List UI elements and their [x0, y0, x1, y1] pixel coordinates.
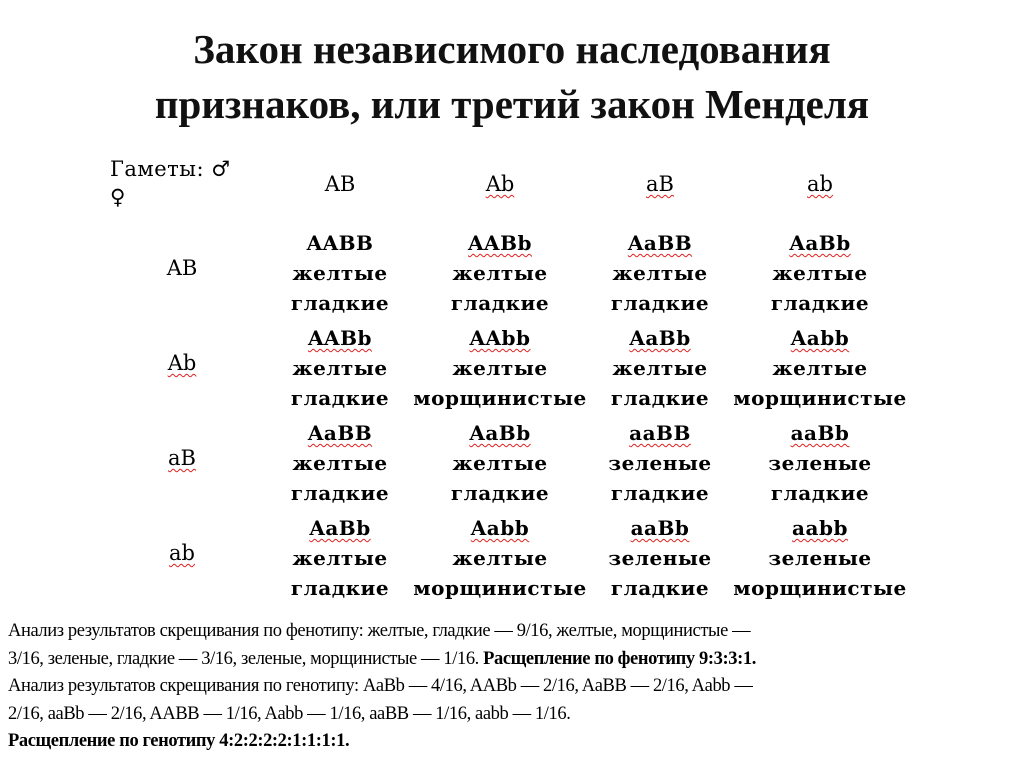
row-header-gamete — [132, 541, 232, 565]
column-header-gamete — [420, 172, 580, 196]
column-header-gamete — [740, 172, 900, 196]
phenotype-shape: морщинистые — [413, 576, 587, 600]
column-header-gamete — [260, 172, 420, 196]
genotype-label: aaBb — [790, 421, 850, 445]
phenotype-shape: гладкие — [610, 576, 710, 600]
phenotype-shape: гладкие — [290, 576, 390, 600]
phenotype-color: желтые — [772, 261, 868, 285]
column-header-label: Ab — [485, 172, 515, 196]
phenotype-shape: гладкие — [770, 291, 870, 315]
analysis-text — [8, 618, 756, 756]
column-header-label: AB — [324, 172, 356, 196]
analysis-line-4: 2/16, aaBb — 2/16, AABB — 1/16, Aabb — 1/16, aaBB — 1/16, aabb — 1/16. — [8, 703, 571, 724]
phenotype-shape: гладкие — [450, 291, 550, 315]
phenotype-color: желтые — [452, 356, 548, 380]
phenotype-shape: гладкие — [290, 386, 390, 410]
genotype — [720, 513, 920, 543]
punnett-cell — [720, 513, 920, 603]
phenotype-color: желтые — [292, 451, 388, 475]
phenotype-shape: гладкие — [290, 481, 390, 505]
row-header-label: aB — [168, 446, 196, 470]
genotype-label: AaBB — [307, 421, 373, 445]
phenotype-color: зеленые — [608, 546, 712, 570]
row-header-gamete — [132, 446, 232, 470]
phenotype-color: желтые — [612, 356, 708, 380]
column-header-gamete — [580, 172, 740, 196]
phenotype-color: зеленые — [768, 451, 872, 475]
title-line-1: Закон независимого наследования — [193, 26, 831, 72]
analysis-line-2 — [8, 646, 756, 674]
phenotype-color: зеленые — [608, 451, 712, 475]
genotype-label: AABb — [308, 326, 372, 350]
phenotype-shape: гладкие — [290, 291, 390, 315]
punnett-cell — [720, 228, 920, 318]
genotype-split: Расщепление по генотипу 4:2:2:2:2:1:1:1:1. — [8, 731, 350, 751]
genotype — [720, 418, 920, 448]
title-line-2: признаков, или третий закон Менделя — [154, 81, 870, 127]
row-header-label: AB — [166, 256, 198, 280]
phenotype-split: Расщепление по фенотипу 9:3:3:1. — [483, 648, 756, 669]
punnett-cell — [720, 323, 920, 413]
phenotype-color: желтые — [612, 261, 708, 285]
genotype-label: AaBb — [629, 326, 691, 350]
phenotype-color: желтые — [452, 451, 548, 475]
phenotype-shape: гладкие — [610, 386, 710, 410]
phenotype-color: зеленые — [768, 546, 872, 570]
female-symbol: ♀ — [110, 185, 126, 209]
analysis-line-1: Анализ результатов скрещивания по фенотипу: желтые, гладкие — 9/16, желтые, морщинистые — — [8, 621, 751, 641]
phenotype-shape: морщинистые — [733, 386, 907, 410]
phenotype-color: желтые — [292, 356, 388, 380]
row-header-label: ab — [169, 541, 195, 565]
punnett-cell — [720, 418, 920, 508]
genotype — [720, 228, 920, 258]
phenotype-ratios: 3/16, зеленые, гладкие — 3/16, зеленые, морщинистые — 1/16. — [8, 648, 484, 669]
phenotype-shape: морщинистые — [733, 576, 907, 600]
slide-title — [0, 22, 1024, 132]
phenotype-color: желтые — [292, 546, 388, 570]
genotype-label: aaBB — [629, 421, 691, 445]
column-header-label: aB — [646, 172, 674, 196]
genotype-label: AABB — [306, 231, 374, 255]
gametes-label — [110, 155, 231, 211]
genotype — [720, 323, 920, 353]
phenotype-color: желтые — [452, 546, 548, 570]
phenotype-shape: гладкие — [610, 291, 710, 315]
genotype-label: aabb — [792, 516, 848, 540]
genotype-label: AaBB — [627, 231, 693, 255]
gametes-male-label: Гаметы: ♂ — [110, 157, 231, 181]
genotype-label: Aabb — [470, 516, 530, 540]
phenotype-color: желтые — [452, 261, 548, 285]
row-header-gamete — [132, 351, 232, 375]
column-header-label: ab — [807, 172, 833, 196]
genotype-label: AAbb — [469, 326, 531, 350]
phenotype-color: желтые — [292, 261, 388, 285]
genotype-label: AaBb — [789, 231, 851, 255]
phenotype-shape: гладкие — [610, 481, 710, 505]
genotype-label: aaBb — [630, 516, 690, 540]
analysis-line-3: Анализ результатов скрещивания по генотипу: AaBb — 4/16, AABb — 2/16, AaBB — 2/16, Aabb — — [8, 676, 753, 696]
analysis-line-5 — [8, 728, 756, 756]
row-header-label: Ab — [167, 351, 197, 375]
phenotype-shape: гладкие — [770, 481, 870, 505]
genotype-label: Aabb — [790, 326, 850, 350]
genotype-label: AaBb — [469, 421, 531, 445]
genotype-label: AaBb — [309, 516, 371, 540]
genotype-label: AABb — [468, 231, 532, 255]
phenotype-shape: гладкие — [450, 481, 550, 505]
phenotype-color: желтые — [772, 356, 868, 380]
phenotype-shape: морщинистые — [413, 386, 587, 410]
row-header-gamete — [132, 256, 232, 280]
